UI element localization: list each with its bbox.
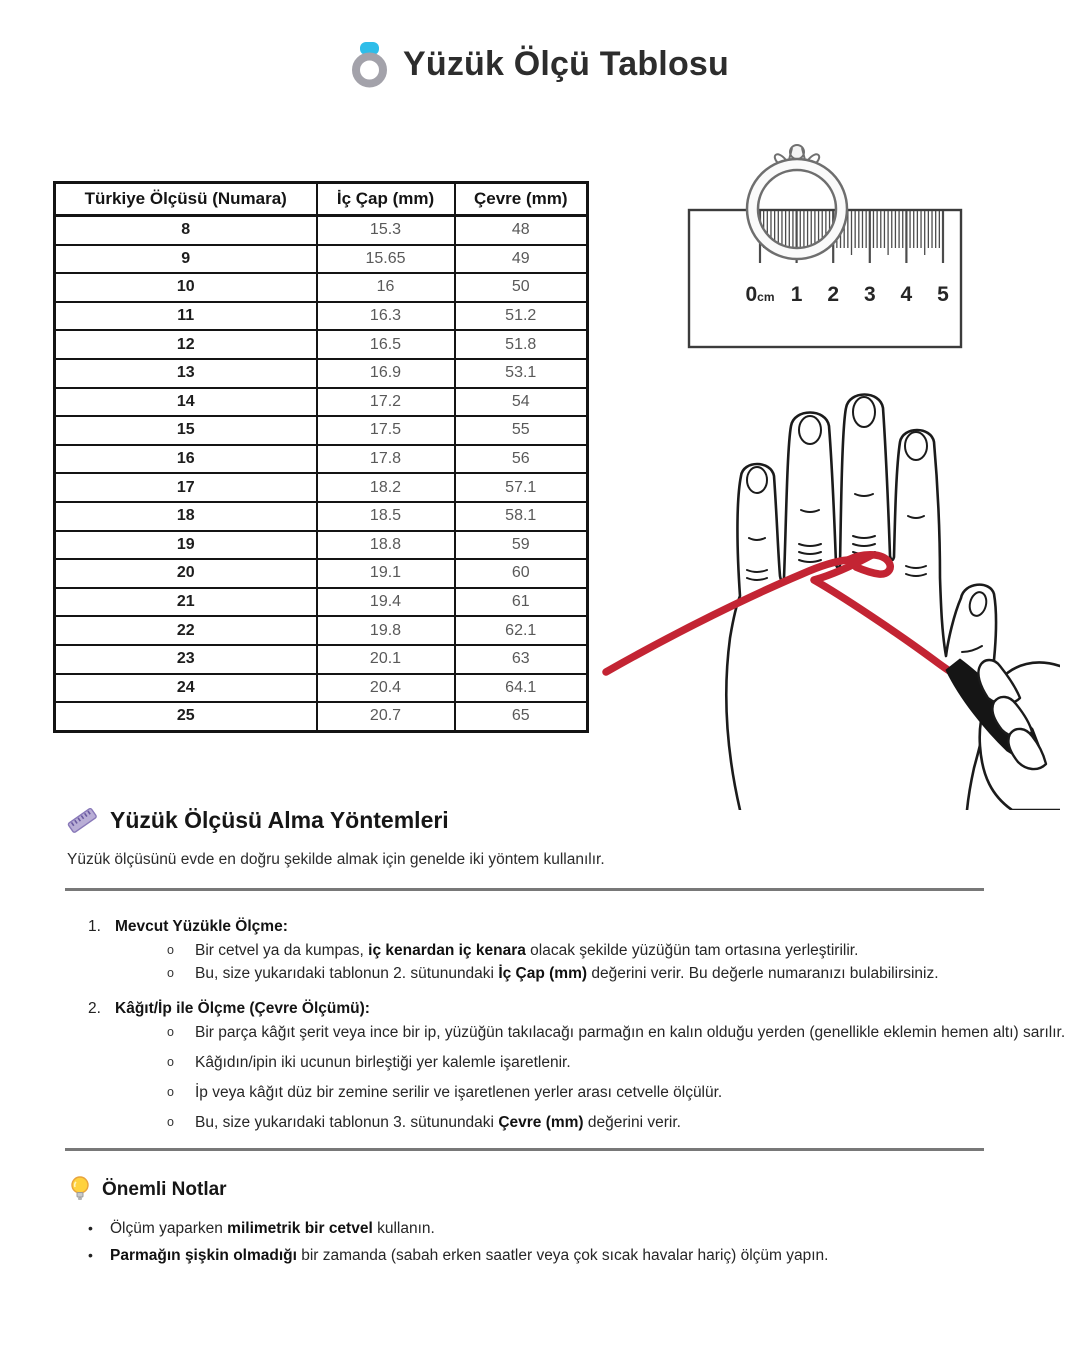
table-row — [55, 588, 588, 617]
text: olacak şekilde yüzüğün tam ortasına yerleştirilir. — [525, 942, 859, 959]
sub-bullet-text — [195, 940, 858, 961]
table-row — [55, 559, 588, 588]
sub-bullet — [167, 1052, 1065, 1073]
bullet-marker: • — [88, 1220, 93, 1236]
bullet-marker: o — [167, 1055, 174, 1069]
list-number: 2. — [88, 1000, 101, 1017]
sub-bullet — [167, 963, 939, 984]
method-item — [88, 916, 1068, 986]
page-title: Yüzük Ölçü Tablosu — [402, 45, 729, 83]
bullet-marker: o — [167, 943, 174, 957]
ruler-number: 0cm — [745, 283, 775, 306]
column-header: İç Çap (mm) — [317, 183, 455, 216]
ring-on-ruler-figure — [687, 143, 963, 350]
method-item-body — [115, 916, 939, 986]
method-item-body — [115, 998, 1065, 1142]
table-cell: 17 — [55, 473, 317, 502]
table-cell: 48 — [455, 216, 588, 245]
bullet-marker: • — [88, 1247, 93, 1263]
sub-bullet — [167, 1112, 1065, 1133]
bullet-marker: o — [167, 1085, 174, 1099]
sub-bullet-text — [195, 1082, 722, 1103]
table-cell: 65 — [455, 702, 588, 731]
table-cell: 18.8 — [317, 531, 455, 560]
hand-string-figure — [590, 368, 1060, 810]
methods-list — [88, 906, 1068, 1154]
ruler-number: 1 — [790, 283, 803, 306]
page-header — [0, 40, 1080, 89]
table-cell: 18 — [55, 502, 317, 531]
divider — [65, 1148, 984, 1151]
table-cell: 20.1 — [317, 645, 455, 674]
table-row — [55, 302, 588, 331]
table-row — [55, 531, 588, 560]
text: Bir parça kâğıt şerit veya ince bir ip, yüzüğün takılacağı parmağın en kalın olduğu yerden (genellikle eklemin hemen altı) sarılır. — [195, 1024, 1066, 1041]
text: Kâğıdın/ipin iki ucunun birleştiği yer kalemle işaretlenir. — [195, 1054, 571, 1071]
text: değerini verir. Bu değerle numaranızı bulabilirsiniz. — [587, 965, 939, 982]
table-cell: 49 — [455, 245, 588, 274]
ruler-number: 5 — [937, 283, 949, 306]
table-row — [55, 416, 588, 445]
table-cell: 9 — [55, 245, 317, 274]
table-cell: 17.8 — [317, 445, 455, 474]
table-cell: 15 — [55, 416, 317, 445]
text: bir zamanda (sabah erken saatler veya çok sıcak havalar hariç) ölçüm yapın. — [296, 1247, 829, 1264]
table-cell: 14 — [55, 388, 317, 417]
ring-size-table — [53, 181, 589, 733]
table-cell: 19 — [55, 531, 317, 560]
table-row — [55, 216, 588, 245]
methods-heading-text: Yüzük Ölçüsü Alma Yöntemleri — [110, 806, 449, 833]
table-cell: 17.2 — [317, 388, 455, 417]
table-row — [55, 473, 588, 502]
table-cell: 20.4 — [317, 674, 455, 703]
table-cell: 25 — [55, 702, 317, 731]
bold-text: Parmağın şişkin olmadığı — [110, 1247, 297, 1264]
table-cell: 21 — [55, 588, 317, 617]
table-cell: 56 — [455, 445, 588, 474]
method-item-title: Mevcut Yüzükle Ölçme: — [115, 918, 288, 935]
note-text — [110, 1218, 435, 1239]
table-cell: 8 — [55, 216, 317, 245]
ruler-number: 3 — [863, 283, 876, 306]
intro-paragraph: Yüzük ölçüsünü evde en doğru şekilde almak için genelde iki yöntem kullanılır. — [67, 851, 605, 868]
note-item — [88, 1218, 1068, 1239]
table-row — [55, 388, 588, 417]
table-row — [55, 445, 588, 474]
table-cell: 24 — [55, 674, 317, 703]
table-cell: 19.1 — [317, 559, 455, 588]
text: Bu, size yukarıdaki tablonun 2. sütunundaki — [195, 965, 499, 982]
sub-bullet — [167, 1082, 1065, 1103]
table-cell: 22 — [55, 616, 317, 645]
table-cell: 19.8 — [317, 616, 455, 645]
table-cell: 19.4 — [317, 588, 455, 617]
sub-bullet-text — [195, 963, 939, 984]
bold-text: İç Çap (mm) — [498, 965, 588, 982]
table-cell: 64.1 — [455, 674, 588, 703]
method-item-title: Kâğıt/İp ile Ölçme (Çevre Ölçümü): — [115, 1000, 370, 1017]
table-cell: 16.9 — [317, 359, 455, 388]
table-cell: 51.8 — [455, 330, 588, 359]
table-cell: 13 — [55, 359, 317, 388]
table-row — [55, 616, 588, 645]
table-cell: 62.1 — [455, 616, 588, 645]
sub-bullet — [167, 940, 939, 961]
notes-section-heading — [70, 1176, 227, 1203]
table-row — [55, 245, 588, 274]
table-row — [55, 645, 588, 674]
table-row — [55, 702, 588, 731]
table-cell: 16 — [55, 445, 317, 474]
bold-text: iç kenardan iç kenara — [368, 942, 526, 959]
bold-text: Çevre (mm) — [498, 1114, 584, 1131]
text: değerini verir. — [583, 1114, 681, 1131]
table-row — [55, 502, 588, 531]
hand-illustration — [590, 368, 1060, 810]
table-cell: 53.1 — [455, 359, 588, 388]
table-row — [55, 359, 588, 388]
notes-heading-text: Önemli Notlar — [102, 1178, 227, 1200]
method-item — [88, 998, 1068, 1142]
lightbulb-icon — [70, 1176, 90, 1203]
notes-list — [88, 1218, 1068, 1272]
bullet-marker: o — [167, 1115, 174, 1129]
table-cell: 18.2 — [317, 473, 455, 502]
table-cell: 20.7 — [317, 702, 455, 731]
table-cell: 50 — [455, 273, 588, 302]
table-row — [55, 674, 588, 703]
table-cell: 23 — [55, 645, 317, 674]
ring-size-table-wrap — [53, 181, 589, 733]
hand-outline — [726, 395, 996, 811]
bullet-marker: o — [167, 1025, 174, 1039]
note-text — [110, 1245, 828, 1266]
ruler-number: 4 — [900, 283, 913, 306]
table-row — [55, 330, 588, 359]
table-cell: 16.3 — [317, 302, 455, 331]
methods-section-heading — [66, 804, 449, 836]
table-cell: 20 — [55, 559, 317, 588]
sub-bullet-text — [195, 1052, 571, 1073]
table-cell: 17.5 — [317, 416, 455, 445]
note-item — [88, 1245, 1068, 1266]
table-cell: 60 — [455, 559, 588, 588]
column-header: Çevre (mm) — [455, 183, 588, 216]
text: İp veya kâğıt düz bir zemine serilir ve işaretlenen yerler arası cetvelle ölçülür. — [195, 1084, 723, 1101]
table-cell: 16 — [317, 273, 455, 302]
bullet-marker: o — [167, 966, 174, 980]
table-cell: 54 — [455, 388, 588, 417]
ruler-number: 2 — [827, 283, 840, 306]
ring-icon — [351, 40, 388, 89]
list-number: 1. — [88, 918, 101, 935]
table-cell: 18.5 — [317, 502, 455, 531]
bold-text: milimetrik bir cetvel — [227, 1220, 373, 1237]
table-cell: 10 — [55, 273, 317, 302]
table-cell: 61 — [455, 588, 588, 617]
table-cell: 12 — [55, 330, 317, 359]
table-cell: 51.2 — [455, 302, 588, 331]
table-cell: 59 — [455, 531, 588, 560]
table-cell: 11 — [55, 302, 317, 331]
table-cell: 15.65 — [317, 245, 455, 274]
table-cell: 16.5 — [317, 330, 455, 359]
column-header: Türkiye Ölçüsü (Numara) — [55, 183, 317, 216]
table-cell: 55 — [455, 416, 588, 445]
table-cell: 15.3 — [317, 216, 455, 245]
sub-bullet — [167, 1022, 1065, 1043]
table-header-row — [55, 183, 588, 216]
text: Ölçüm yaparken — [110, 1220, 228, 1237]
table-cell: 58.1 — [455, 502, 588, 531]
ruler-illustration — [687, 143, 963, 350]
divider — [65, 888, 984, 891]
table-row — [55, 273, 588, 302]
table-cell: 57.1 — [455, 473, 588, 502]
text: Bu, size yukarıdaki tablonun 3. sütunundaki — [195, 1114, 499, 1131]
sub-bullet-text — [195, 1022, 1065, 1043]
text: kullanın. — [372, 1220, 435, 1237]
table-cell: 63 — [455, 645, 588, 674]
ruler-icon — [66, 804, 98, 836]
text: Bir cetvel ya da kumpas, — [195, 942, 369, 959]
sub-bullet-text — [195, 1112, 681, 1133]
ruler-body — [689, 210, 961, 347]
